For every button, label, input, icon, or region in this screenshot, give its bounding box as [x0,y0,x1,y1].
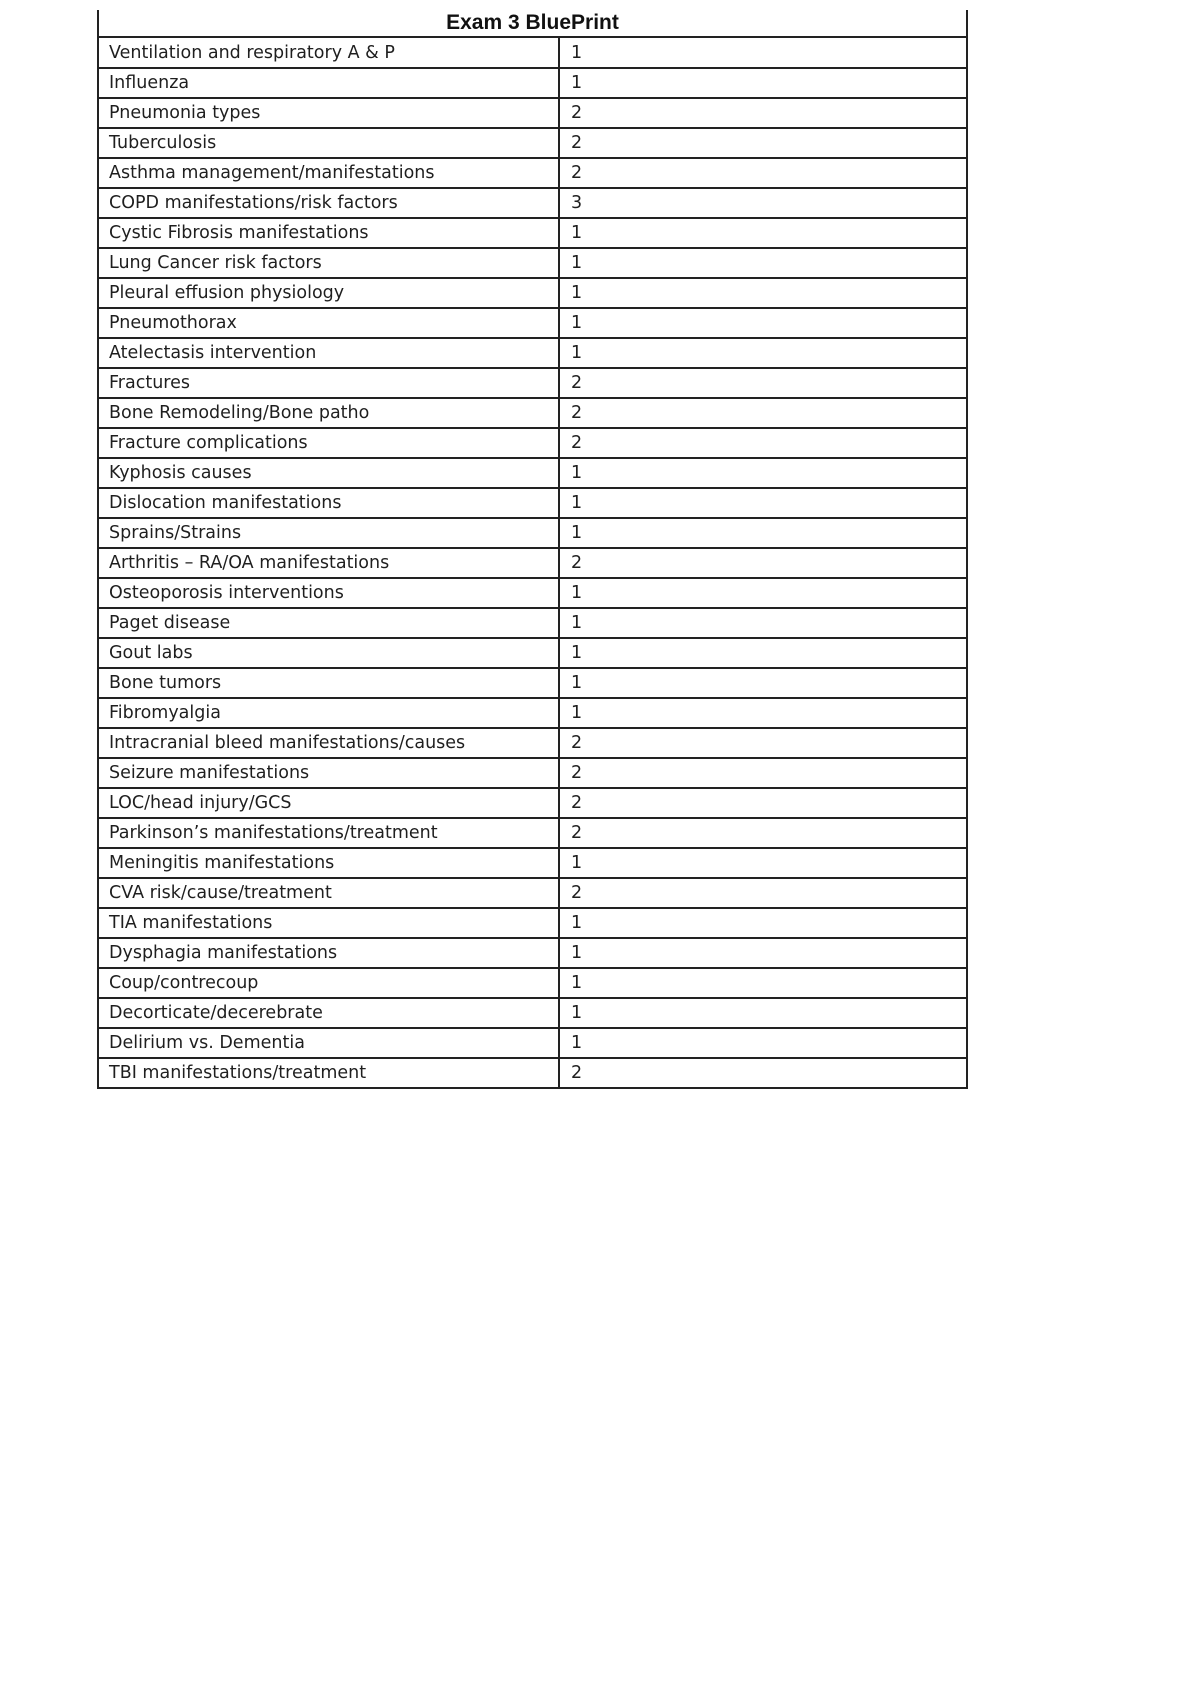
topic-cell: TIA manifestations [99,908,559,938]
topic-cell: Coup/contrecoup [99,968,559,998]
table-row [99,818,966,848]
question-count-cell: 1 [559,908,966,938]
table-row [99,788,966,818]
question-count-cell: 1 [559,488,966,518]
topic-cell: Ventilation and respiratory A & P [99,38,559,68]
table-row [99,368,966,398]
topic-cell: Gout labs [99,638,559,668]
topic-cell: Lung Cancer risk factors [99,248,559,278]
question-count-cell: 1 [559,518,966,548]
question-count-cell: 1 [559,608,966,638]
topic-cell: Osteoporosis interventions [99,578,559,608]
question-count-cell: 2 [559,728,966,758]
question-count-cell: 2 [559,788,966,818]
topic-cell: Fracture complications [99,428,559,458]
table-row [99,848,966,878]
topic-cell: Seizure manifestations [99,758,559,788]
table-row [99,668,966,698]
topic-cell: Kyphosis causes [99,458,559,488]
topic-cell: Arthritis – RA/OA manifestations [99,548,559,578]
topic-cell: Parkinson’s manifestations/treatment [99,818,559,848]
question-count-cell: 2 [559,398,966,428]
blueprint-table [99,38,966,1089]
topic-cell: Tuberculosis [99,128,559,158]
table-row [99,548,966,578]
table-row [99,938,966,968]
table-row [99,638,966,668]
question-count-cell: 1 [559,278,966,308]
topic-cell: CVA risk/cause/treatment [99,878,559,908]
question-count-cell: 2 [559,158,966,188]
table-row [99,398,966,428]
question-count-cell: 1 [559,248,966,278]
question-count-cell: 2 [559,818,966,848]
topic-cell: Bone Remodeling/Bone patho [99,398,559,428]
topic-cell: Paget disease [99,608,559,638]
table-row [99,68,966,98]
question-count-cell: 1 [559,578,966,608]
table-row [99,278,966,308]
table-row [99,998,966,1028]
topic-cell: Dysphagia manifestations [99,938,559,968]
question-count-cell: 2 [559,368,966,398]
blueprint-table-container [97,10,968,1089]
table-row [99,908,966,938]
question-count-cell: 1 [559,218,966,248]
question-count-cell: 1 [559,68,966,98]
topic-cell: Delirium vs. Dementia [99,1028,559,1058]
table-row [99,38,966,68]
question-count-cell: 1 [559,968,966,998]
topic-cell: LOC/head injury/GCS [99,788,559,818]
table-row [99,338,966,368]
topic-cell: Pneumonia types [99,98,559,128]
question-count-cell: 1 [559,38,966,68]
topic-cell: Pneumothorax [99,308,559,338]
question-count-cell: 2 [559,428,966,458]
question-count-cell: 1 [559,698,966,728]
question-count-cell: 1 [559,458,966,488]
table-row [99,608,966,638]
topic-cell: Bone tumors [99,668,559,698]
table-row [99,218,966,248]
table-row [99,1058,966,1088]
question-count-cell: 2 [559,548,966,578]
question-count-cell: 1 [559,668,966,698]
table-row [99,518,966,548]
table-row [99,128,966,158]
topic-cell: TBI manifestations/treatment [99,1058,559,1088]
topic-cell: Intracranial bleed manifestations/causes [99,728,559,758]
table-row [99,488,966,518]
table-row [99,878,966,908]
topic-cell: Dislocation manifestations [99,488,559,518]
blueprint-table-body [99,38,966,1088]
topic-cell: Atelectasis intervention [99,338,559,368]
table-row [99,728,966,758]
table-row [99,698,966,728]
question-count-cell: 1 [559,338,966,368]
topic-cell: COPD manifestations/risk factors [99,188,559,218]
question-count-cell: 2 [559,878,966,908]
topic-cell: Meningitis manifestations [99,848,559,878]
question-count-cell: 1 [559,848,966,878]
question-count-cell: 1 [559,998,966,1028]
question-count-cell: 2 [559,98,966,128]
table-row [99,188,966,218]
question-count-cell: 1 [559,308,966,338]
table-row [99,158,966,188]
topic-cell: Sprains/Strains [99,518,559,548]
question-count-cell: 2 [559,758,966,788]
table-title: Exam 3 BluePrint [99,10,966,38]
topic-cell: Cystic Fibrosis manifestations [99,218,559,248]
topic-cell: Fractures [99,368,559,398]
topic-cell: Fibromyalgia [99,698,559,728]
topic-cell: Influenza [99,68,559,98]
question-count-cell: 1 [559,1028,966,1058]
table-row [99,458,966,488]
question-count-cell: 1 [559,938,966,968]
table-row [99,98,966,128]
question-count-cell: 2 [559,1058,966,1088]
question-count-cell: 1 [559,638,966,668]
topic-cell: Asthma management/manifestations [99,158,559,188]
table-row [99,968,966,998]
table-row [99,308,966,338]
table-row [99,428,966,458]
table-row [99,758,966,788]
question-count-cell: 2 [559,128,966,158]
table-row [99,1028,966,1058]
topic-cell: Pleural effusion physiology [99,278,559,308]
table-row [99,248,966,278]
question-count-cell: 3 [559,188,966,218]
topic-cell: Decorticate/decerebrate [99,998,559,1028]
table-row [99,578,966,608]
